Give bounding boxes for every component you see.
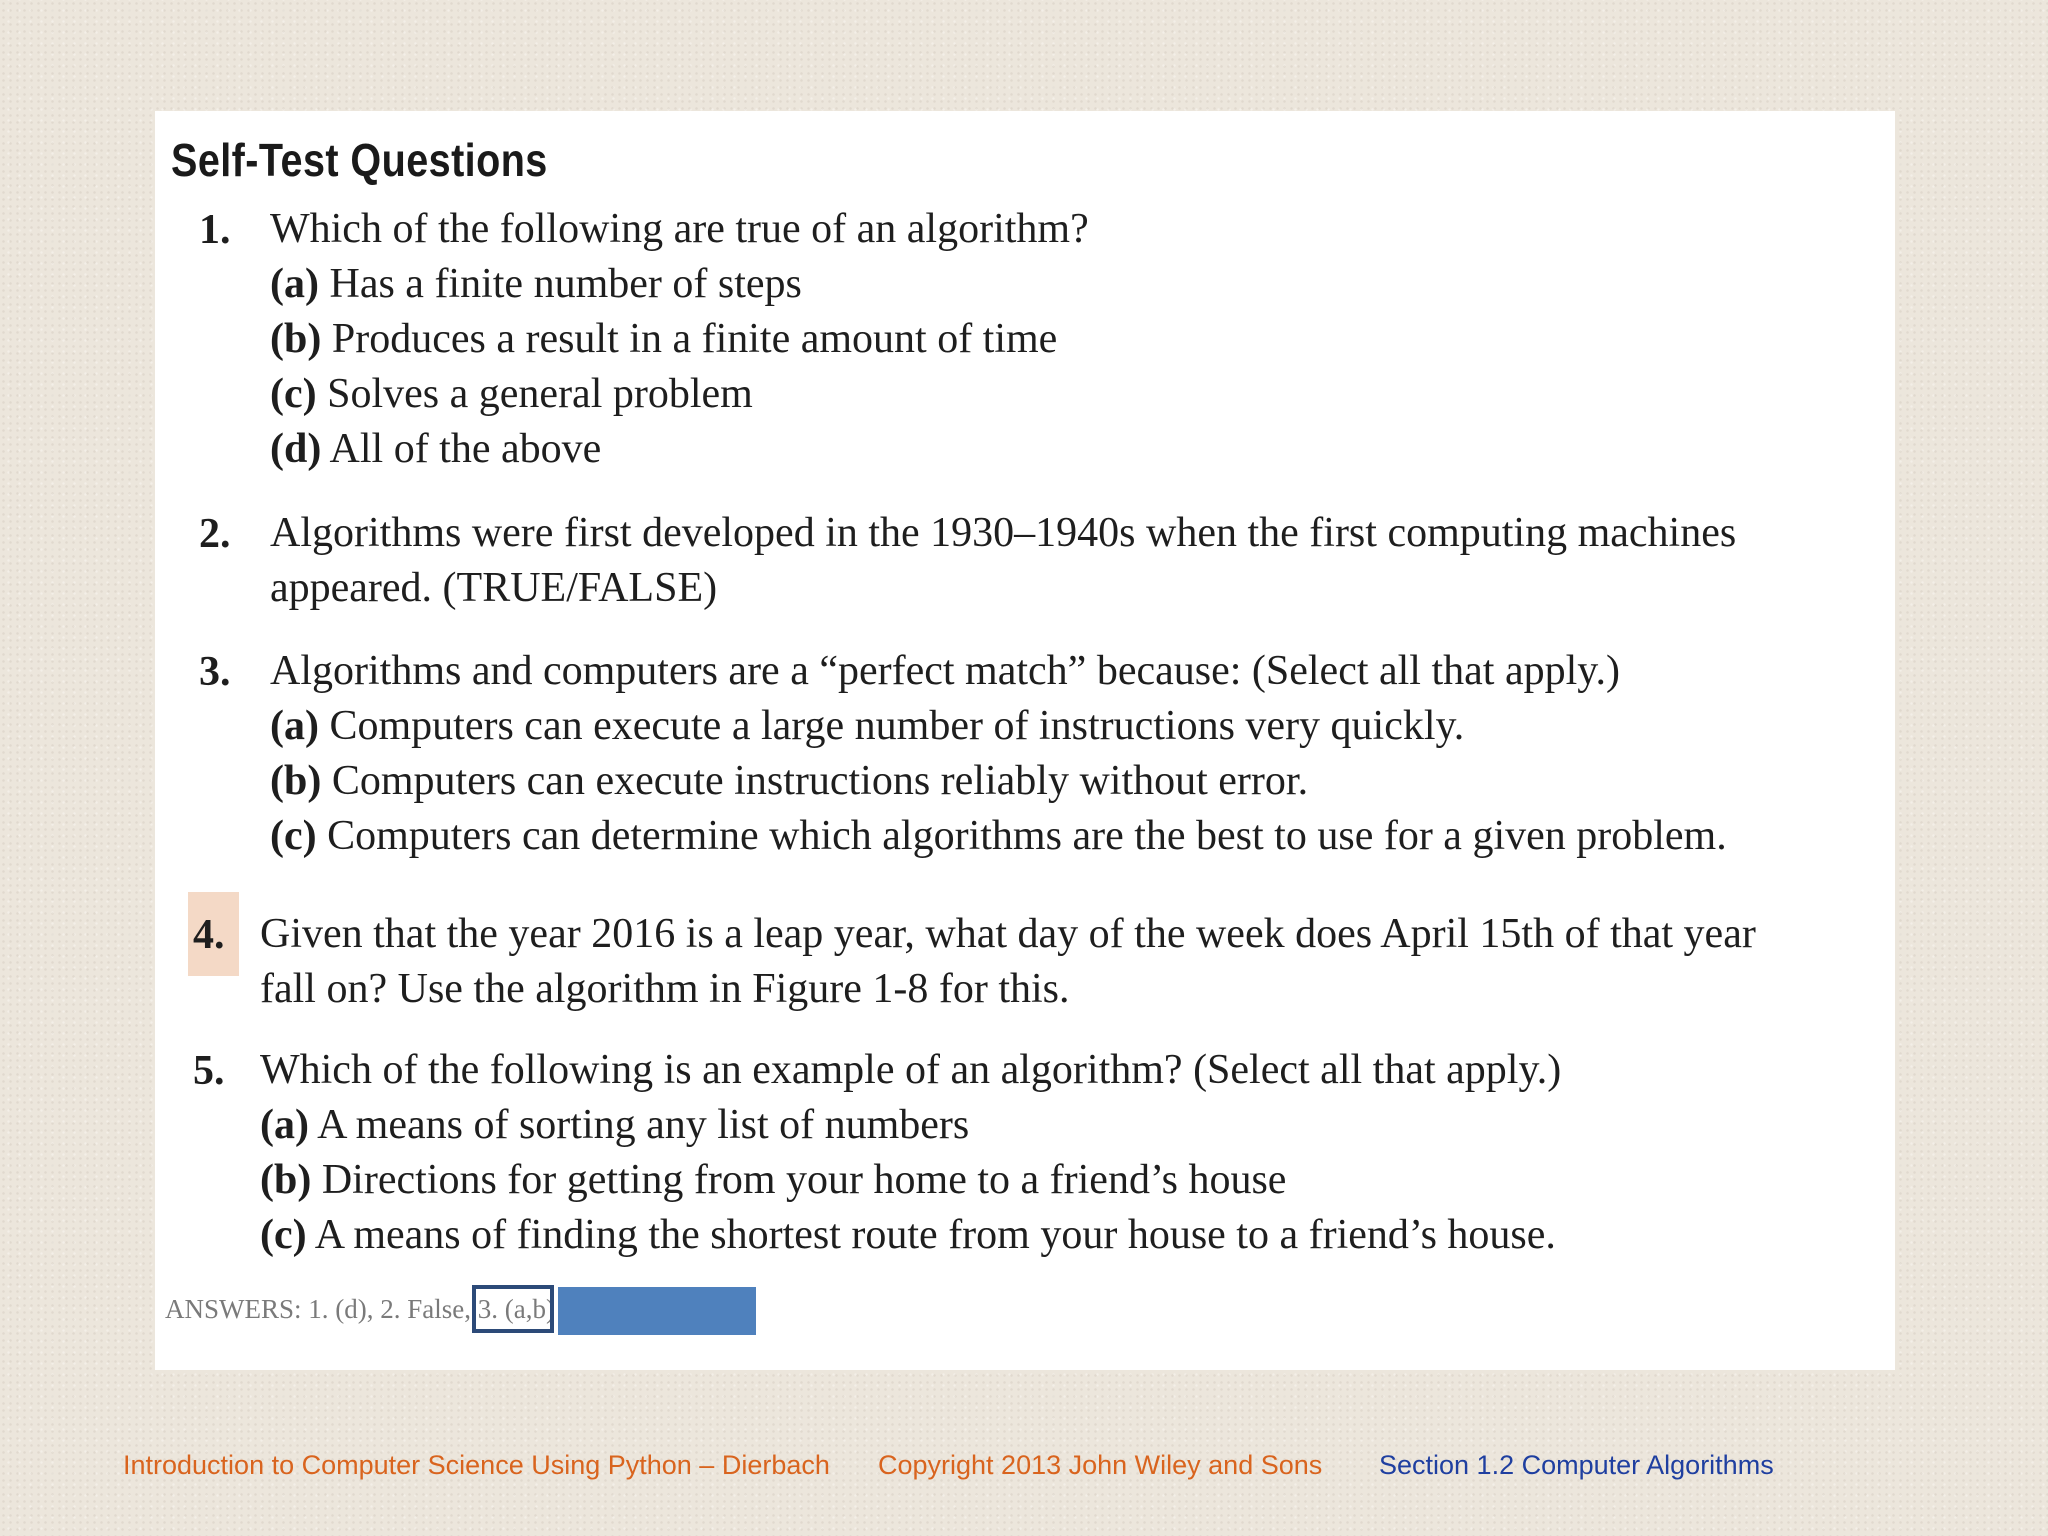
option-letter: (d) (270, 426, 322, 472)
option-letter: (b) (270, 758, 322, 804)
question-2-text-line-2: appeared. (TRUE/FALSE) (270, 565, 718, 611)
answer-cover-box (558, 1287, 756, 1335)
question-2-number: 2. (199, 511, 231, 557)
question-1-number: 1. (199, 207, 231, 253)
question-5 (260, 1043, 1561, 1263)
question-5-option-a (260, 1098, 1561, 1153)
option-letter: (c) (260, 1212, 307, 1258)
answers-text: ANSWERS: 1. (d), 2. False, 3. (a,b) (165, 1294, 555, 1324)
question-1-option-c (270, 367, 1089, 422)
option-text: Computers can determine which algorithms are the best to use for a given problem. (316, 813, 1727, 859)
question-3-option-b (270, 754, 1727, 809)
footer-section: Section 1.2 Computer Algorithms (1379, 1450, 1774, 1480)
question-3 (270, 644, 1727, 864)
option-letter: (a) (260, 1102, 309, 1148)
question-4-text-line-1: Given that the year 2016 is a leap year, what day of the week does April 15th of that year (260, 911, 1756, 957)
question-1-option-b (270, 312, 1089, 367)
question-5-number: 5. (193, 1048, 225, 1094)
question-4-text-line-2: fall on? Use the algorithm in Figure 1-8 for this. (260, 966, 1070, 1012)
question-3-option-c (270, 809, 1727, 864)
option-letter: (b) (260, 1157, 312, 1203)
option-text: Produces a result in a finite amount of time (321, 316, 1058, 362)
question-5-text: Which of the following is an example of an algorithm? (Select all that apply.) (260, 1047, 1562, 1093)
option-text: A means of finding the shortest route from your house to a friend’s house. (306, 1212, 1556, 1258)
question-3-number: 3. (199, 649, 231, 695)
option-letter: (a) (270, 261, 319, 307)
option-letter: (a) (270, 703, 319, 749)
question-2 (270, 506, 1736, 616)
option-letter: (c) (270, 371, 317, 417)
question-4-number: 4. (193, 912, 225, 958)
question-2-text-line-1: Algorithms were first developed in the 1930–1940s when the first computing machines (270, 510, 1737, 556)
footer-book-title: Introduction to Computer Science Using Python – Dierbach (123, 1450, 830, 1480)
option-text: All of the above (321, 426, 602, 472)
answer-highlight-box (472, 1285, 554, 1333)
option-letter: (c) (270, 813, 317, 859)
slide-content-panel (155, 111, 1895, 1370)
question-3-text: Algorithms and computers are a “perfect match” because: (Select all that apply.) (270, 648, 1621, 694)
question-5-option-c (260, 1208, 1561, 1263)
question-1 (270, 202, 1089, 477)
footer-copyright: Copyright 2013 John Wiley and Sons (878, 1450, 1323, 1480)
option-text: Directions for getting from your home to a friend’s house (311, 1157, 1287, 1203)
question-1-text: Which of the following are true of an algorithm? (270, 206, 1089, 252)
page-title: Self-Test Questions (171, 134, 548, 186)
option-text: Solves a general problem (316, 371, 753, 417)
option-text: Has a finite number of steps (318, 261, 802, 307)
option-text: A means of sorting any list of numbers (308, 1102, 970, 1148)
question-3-option-a (270, 699, 1727, 754)
question-4 (260, 907, 1756, 1017)
question-1-option-a (270, 257, 1089, 312)
option-letter: (b) (270, 316, 322, 362)
question-1-option-d (270, 422, 1089, 477)
question-5-option-b (260, 1153, 1561, 1208)
option-text: Computers can execute a large number of instructions very quickly. (318, 703, 1465, 749)
option-text: Computers can execute instructions reliably without error. (321, 758, 1309, 804)
